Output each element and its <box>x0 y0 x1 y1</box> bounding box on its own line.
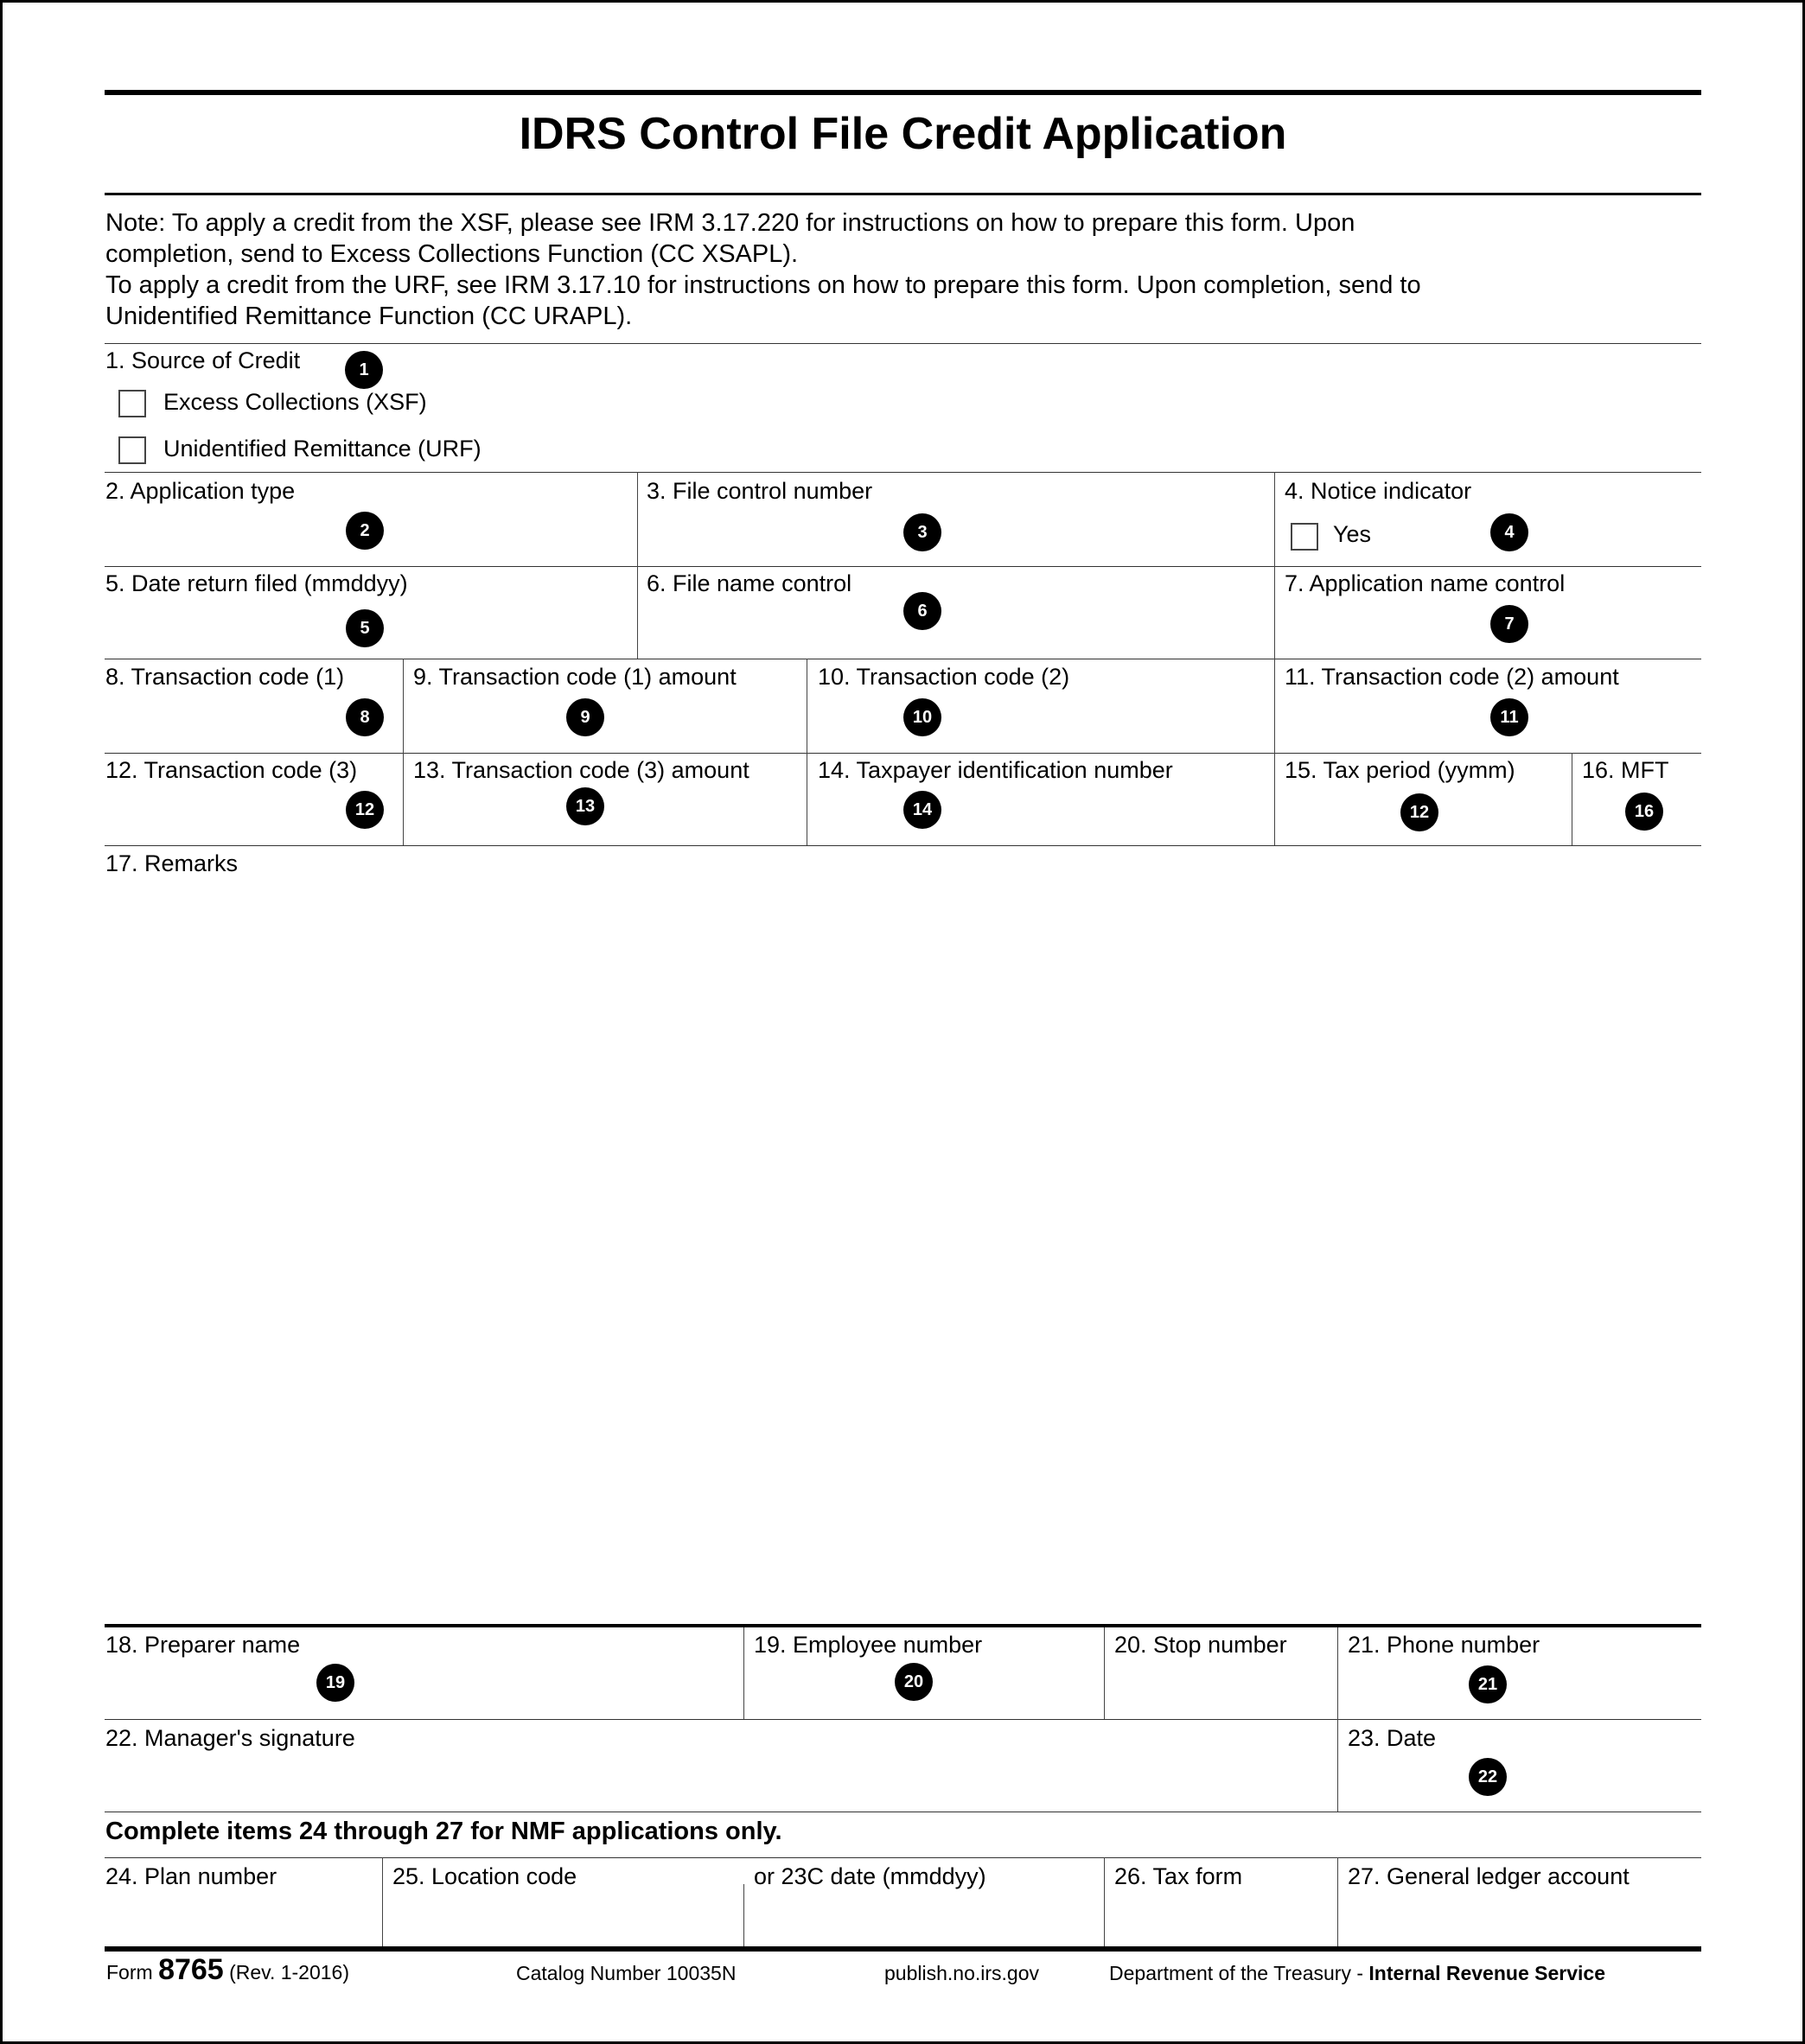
catalog-number: Catalog Number 10035N <box>516 1962 737 1984</box>
bottom-rule <box>105 1946 1701 1952</box>
top-rule <box>105 90 1701 95</box>
transaction-code-2-amount-label: 11. Transaction code (2) amount <box>1285 664 1619 690</box>
callout-badge-9: 9 <box>566 698 604 736</box>
notice-yes-label: Yes <box>1333 521 1372 547</box>
transaction-code-1-amount-input[interactable] <box>413 697 806 750</box>
transaction-code-1-amount-label: 9. Transaction code (1) amount <box>413 664 737 690</box>
callout-badge-11: 11 <box>1490 698 1528 736</box>
callout-badge-12: 12 <box>346 791 384 829</box>
employee-number-input[interactable] <box>754 1661 1103 1716</box>
col-divider <box>403 659 404 845</box>
callout-badge-22: 22 <box>1469 1758 1507 1796</box>
form-identifier <box>106 1953 349 1987</box>
callout-badge-1: 1 <box>345 351 383 389</box>
transaction-code-1-input[interactable] <box>105 697 403 750</box>
preparer-name-label: 18. Preparer name <box>105 1632 301 1658</box>
transaction-code-3-input[interactable] <box>105 789 403 843</box>
urf-checkbox[interactable] <box>118 436 146 464</box>
application-type-label: 2. Application type <box>105 478 296 504</box>
urf-option-label: Unidentified Remittance (URF) <box>163 436 482 462</box>
phone-number-input[interactable] <box>1348 1661 1701 1716</box>
transaction-code-3-label: 12. Transaction code (3) <box>105 757 358 783</box>
department-prefix: Department of the Treasury - <box>1109 1962 1369 1984</box>
file-name-control-label: 6. File name control <box>647 570 852 596</box>
callout-badge-5: 5 <box>346 609 384 647</box>
transaction-code-3-amount-input[interactable] <box>413 789 806 843</box>
department-line <box>1109 1962 1605 1985</box>
callout-badge-16: 16 <box>1625 793 1663 831</box>
col-divider <box>637 472 638 659</box>
note-line-4: Unidentified Remittance Function (CC URAPL). <box>105 302 633 330</box>
file-control-number-label: 3. File control number <box>647 478 873 504</box>
nmf-instruction: Complete items 24 through 27 for NMF applications only. <box>105 1818 782 1845</box>
callout-badge-10: 10 <box>903 698 941 736</box>
callout-badge-19: 19 <box>316 1664 354 1702</box>
row-divider <box>105 845 1701 846</box>
application-name-control-input[interactable] <box>1285 602 1701 656</box>
instructions-note <box>105 207 1696 332</box>
managers-signature-label: 22. Manager's signature <box>105 1725 355 1751</box>
callout-badge-21: 21 <box>1469 1665 1507 1703</box>
stop-number-label: 20. Stop number <box>1114 1632 1287 1658</box>
employee-number-label: 19. Employee number <box>754 1632 983 1658</box>
divider <box>105 343 1701 344</box>
callout-badge-3: 3 <box>903 513 941 551</box>
date-label: 23. Date <box>1348 1725 1437 1751</box>
plan-number-label: 24. Plan number <box>105 1863 277 1889</box>
managers-signature-input[interactable] <box>105 1754 1336 1810</box>
col-divider <box>1337 1627 1338 1812</box>
mft-label: 16. MFT <box>1582 757 1669 783</box>
row-divider <box>105 1719 1701 1720</box>
col-divider <box>1104 1627 1105 1719</box>
xsf-checkbox[interactable] <box>118 390 146 417</box>
general-ledger-account-label: 27. General ledger account <box>1348 1863 1630 1889</box>
callout-badge-15: 12 <box>1400 793 1438 831</box>
date-input[interactable] <box>1348 1754 1701 1810</box>
row-divider <box>105 1857 1701 1858</box>
col-divider <box>743 1884 744 1946</box>
file-name-control-input[interactable] <box>647 602 1272 656</box>
note-line-2: completion, send to Excess Collections Function (CC XSAPL). <box>105 240 799 268</box>
tax-period-label: 15. Tax period (yymm) <box>1285 757 1515 783</box>
col-divider <box>1337 1857 1338 1946</box>
general-ledger-account-input[interactable] <box>1348 1893 1701 1945</box>
preparer-name-input[interactable] <box>105 1661 743 1716</box>
row-divider <box>105 472 1701 473</box>
transaction-code-2-amount-input[interactable] <box>1285 697 1701 750</box>
form-title: IDRS Control File Credit Application <box>519 109 1287 159</box>
department-bold: Internal Revenue Service <box>1368 1962 1605 1984</box>
mft-input[interactable] <box>1582 789 1701 843</box>
note-line-1: Note: To apply a credit from the XSF, please see IRM 3.17.220 for instructions on how to prepare this form. Upon <box>105 209 1355 237</box>
form-revision: (Rev. 1-2016) <box>229 1961 350 1984</box>
callout-badge-2: 2 <box>346 512 384 550</box>
callout-badge-7: 7 <box>1490 605 1528 643</box>
23c-date-label: or 23C date (mmddyy) <box>754 1863 986 1889</box>
col-divider <box>1104 1857 1105 1946</box>
transaction-code-1-label: 8. Transaction code (1) <box>105 664 345 690</box>
title-rule <box>105 193 1701 195</box>
remarks-textarea[interactable] <box>105 883 1700 1621</box>
remarks-label: 17. Remarks <box>105 850 239 876</box>
callout-badge-4: 4 <box>1490 513 1528 551</box>
publish-site: publish.no.irs.gov <box>884 1962 1039 1984</box>
date-return-filed-input[interactable] <box>105 602 636 656</box>
phone-number-label: 21. Phone number <box>1348 1632 1540 1658</box>
taxpayer-id-number-input[interactable] <box>818 789 1272 843</box>
plan-number-input[interactable] <box>105 1893 381 1945</box>
location-code-input[interactable] <box>392 1893 742 1945</box>
col-divider <box>743 1627 744 1719</box>
application-name-control-label: 7. Application name control <box>1285 570 1566 596</box>
callout-badge-20: 20 <box>895 1663 933 1701</box>
col-divider <box>382 1857 383 1946</box>
tax-period-input[interactable] <box>1285 789 1570 843</box>
callout-badge-14: 14 <box>903 791 941 829</box>
taxpayer-id-number-label: 14. Taxpayer identification number <box>818 757 1173 783</box>
23c-date-input[interactable] <box>754 1893 1103 1945</box>
transaction-code-2-input[interactable] <box>818 697 1272 750</box>
row-divider <box>105 566 1701 567</box>
location-code-label: 25. Location code <box>392 1863 577 1889</box>
notice-yes-checkbox[interactable] <box>1291 523 1318 551</box>
preparer-section-rule <box>105 1624 1701 1627</box>
row-divider <box>105 753 1701 754</box>
callout-badge-13: 13 <box>566 787 604 825</box>
tax-form-input[interactable] <box>1114 1893 1336 1945</box>
transaction-code-2-label: 10. Transaction code (2) <box>818 664 1070 690</box>
source-of-credit-label: 1. Source of Credit <box>105 347 301 373</box>
note-line-3: To apply a credit from the URF, see IRM 3.17.10 for instructions on how to prepare this form. Upon completion, send to <box>105 271 1421 299</box>
callout-badge-8: 8 <box>346 698 384 736</box>
form-number: 8765 <box>158 1953 224 1986</box>
stop-number-input[interactable] <box>1114 1661 1336 1716</box>
notice-indicator-label: 4. Notice indicator <box>1285 478 1472 504</box>
transaction-code-3-amount-label: 13. Transaction code (3) amount <box>413 757 749 783</box>
tax-form-label: 26. Tax form <box>1114 1863 1243 1889</box>
date-return-filed-label: 5. Date return filed (mmddyy) <box>105 570 408 596</box>
xsf-option-label: Excess Collections (XSF) <box>163 389 427 415</box>
form-prefix: Form <box>106 1961 153 1984</box>
file-control-number-input[interactable] <box>647 510 1272 564</box>
application-type-input[interactable] <box>105 510 636 564</box>
col-divider <box>1274 472 1275 845</box>
callout-badge-6: 6 <box>903 592 941 630</box>
